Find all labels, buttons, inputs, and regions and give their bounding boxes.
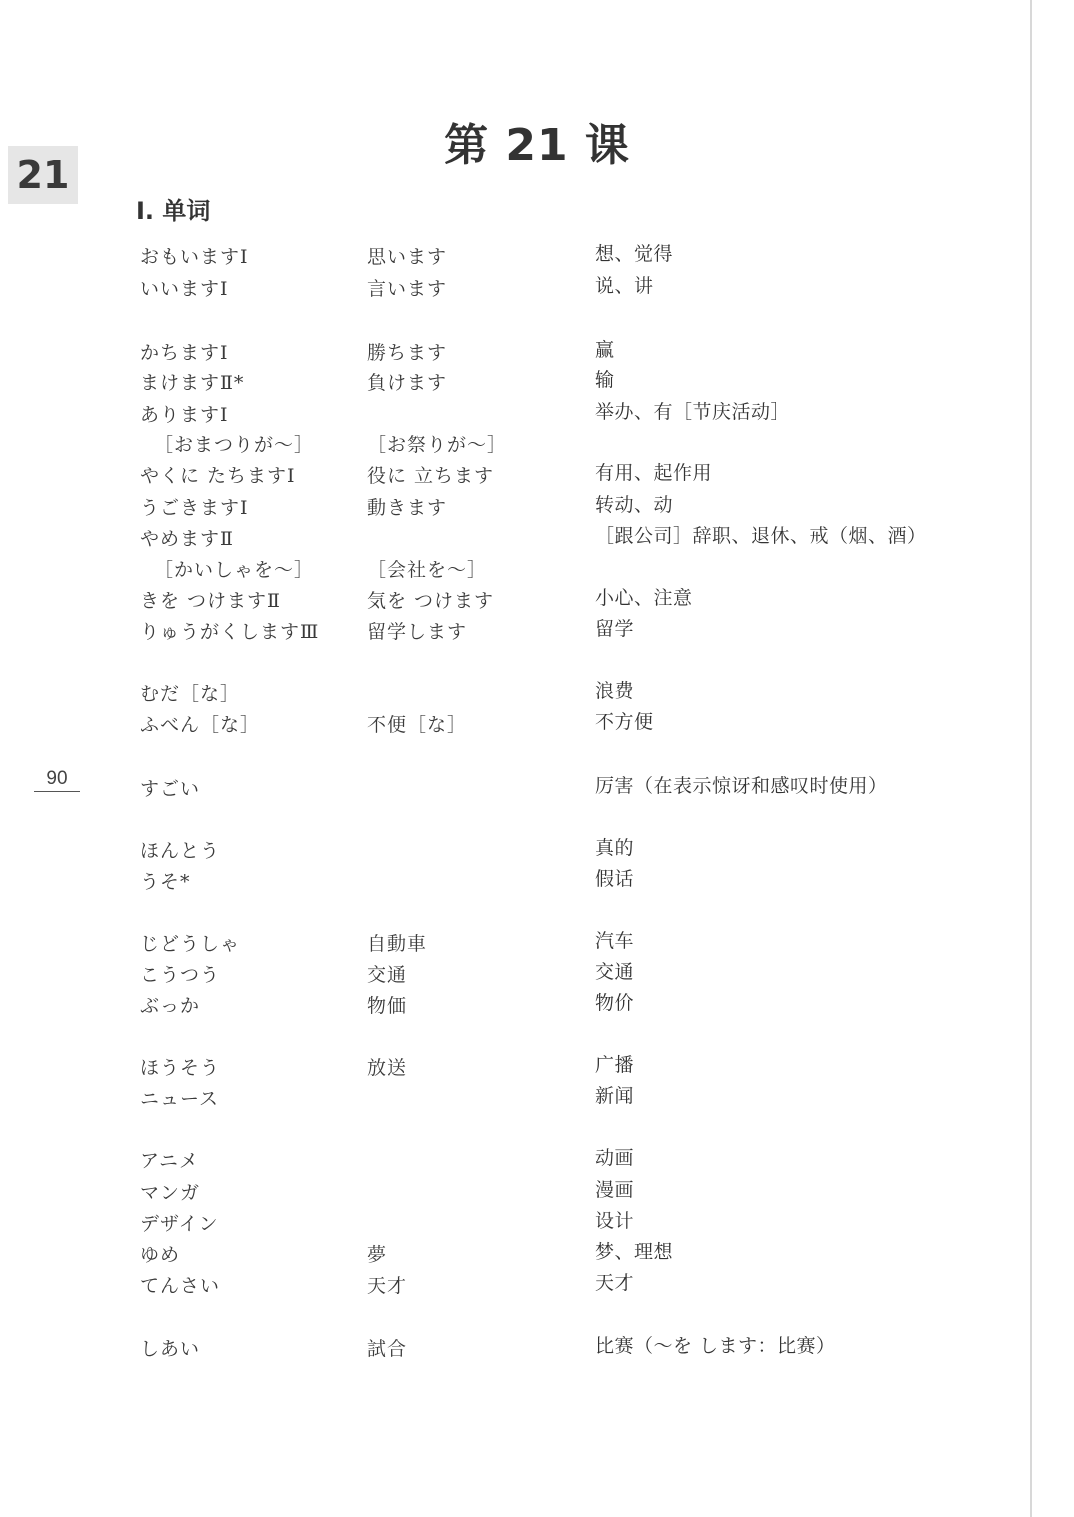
vocab-kana: まけますⅡ* bbox=[140, 372, 245, 394]
vocab-kana: ［おまつりが～］ bbox=[154, 434, 315, 456]
vocab-meaning: 想、觉得 bbox=[595, 243, 674, 265]
vocab-kana: ぶっか bbox=[140, 995, 201, 1017]
vocab-row bbox=[138, 836, 998, 867]
vocab-meaning: 不方便 bbox=[595, 711, 654, 733]
page-title: 第 21 课 bbox=[444, 120, 630, 171]
page-edge-rule bbox=[1030, 0, 1032, 1517]
vocab-row bbox=[138, 774, 998, 805]
vocab-kanji: 試合 bbox=[367, 1338, 408, 1360]
vocab-meaning: 广播 bbox=[595, 1054, 635, 1076]
vocab-kanji: 夢 bbox=[367, 1244, 388, 1266]
vocab-kana: やくに たちますⅠ bbox=[140, 465, 296, 487]
vocab-kana: ありますⅠ bbox=[140, 404, 229, 426]
vocab-meaning: 厉害（在表示惊讶和感叹时使用） bbox=[595, 775, 888, 797]
vocab-meaning: 天才 bbox=[595, 1272, 635, 1294]
vocab-row bbox=[138, 555, 998, 586]
section-heading: I. 单词 bbox=[136, 197, 211, 225]
vocab-row bbox=[138, 617, 998, 648]
vocab-meaning: 留学 bbox=[595, 618, 635, 640]
vocab-kana: かちますⅠ bbox=[140, 342, 229, 364]
vocab-meaning: 动画 bbox=[595, 1147, 635, 1169]
vocab-kana: ［かいしゃを～］ bbox=[154, 559, 315, 581]
vocab-kana: ほうそう bbox=[140, 1057, 221, 1079]
vocab-row bbox=[138, 710, 998, 741]
vocab-meaning: 有用、起作用 bbox=[595, 462, 713, 484]
vocab-kanji: ［お祭りが～］ bbox=[367, 434, 508, 456]
vocab-kana: こうつう bbox=[140, 964, 221, 986]
vocab-meaning: 交通 bbox=[595, 961, 635, 983]
vocab-kana: うそ* bbox=[140, 871, 191, 893]
vocab-kana: りゅうがくしますⅢ bbox=[140, 621, 320, 643]
vocab-row bbox=[138, 960, 998, 991]
vocab-kanji: 留学します bbox=[367, 621, 468, 643]
vocab-kana: むだ［な］ bbox=[140, 683, 241, 705]
vocab-kana: やめますⅡ bbox=[140, 528, 234, 550]
vocab-row bbox=[138, 1240, 998, 1271]
vocab-row bbox=[138, 586, 998, 617]
vocab-kanji: 気を つけます bbox=[367, 590, 495, 612]
vocab-kana: すごい bbox=[140, 778, 201, 800]
vocab-row bbox=[138, 867, 998, 898]
vocab-kanji: 動きます bbox=[367, 497, 448, 519]
vocab-row bbox=[138, 242, 998, 273]
vocab-kanji: 負けます bbox=[367, 372, 448, 394]
vocab-meaning: 小心、注意 bbox=[595, 587, 693, 609]
vocab-meaning: 输 bbox=[595, 369, 615, 391]
vocab-kanji: ［会社を～］ bbox=[367, 559, 488, 581]
vocab-kanji: 天才 bbox=[367, 1275, 408, 1297]
vocab-row bbox=[138, 274, 998, 305]
vocab-kana: マンガ bbox=[140, 1182, 201, 1204]
vocab-kana: じどうしゃ bbox=[140, 933, 241, 955]
vocab-kana: アニメ bbox=[140, 1150, 200, 1172]
vocab-row bbox=[138, 929, 998, 960]
vocab-kana: おもいますⅠ bbox=[140, 246, 249, 268]
vocab-row bbox=[138, 1271, 998, 1302]
vocab-meaning: 假话 bbox=[595, 868, 635, 890]
vocab-row bbox=[138, 524, 998, 555]
vocab-row bbox=[138, 1209, 998, 1240]
vocab-kanji: 言います bbox=[367, 278, 448, 300]
vocab-kanji: 交通 bbox=[367, 964, 408, 986]
vocab-row bbox=[138, 1334, 998, 1365]
vocab-kanji: 勝ちます bbox=[367, 342, 448, 364]
vocab-meaning: 新闻 bbox=[595, 1085, 635, 1107]
vocab-row bbox=[138, 1053, 998, 1084]
vocab-kanji: 役に 立ちます bbox=[367, 465, 495, 487]
vocab-meaning: ［跟公司］辞职、退休、戒（烟、酒） bbox=[595, 525, 927, 547]
vocab-meaning: 浪费 bbox=[595, 680, 635, 702]
vocab-kana: ほんとう bbox=[140, 840, 221, 862]
vocab-row bbox=[138, 368, 998, 399]
vocab-meaning: 真的 bbox=[595, 837, 635, 859]
vocab-kana: ふべん［な］ bbox=[140, 714, 261, 736]
vocab-row bbox=[138, 461, 998, 492]
vocab-meaning: 转动、动 bbox=[595, 494, 674, 516]
vocab-kanji: 放送 bbox=[367, 1057, 408, 1079]
vocab-meaning: 梦、理想 bbox=[595, 1241, 674, 1263]
chapter-tab: 21 bbox=[8, 146, 78, 204]
vocab-meaning: 汽车 bbox=[595, 930, 635, 952]
vocab-meaning: 举办、有［节庆活动］ bbox=[595, 401, 791, 423]
vocab-kanji: 物価 bbox=[367, 995, 408, 1017]
vocab-row bbox=[138, 430, 998, 461]
vocab-meaning: 设计 bbox=[595, 1210, 635, 1232]
vocab-row bbox=[138, 679, 998, 710]
vocab-kanji: 自動車 bbox=[367, 933, 428, 955]
vocab-kana: きを つけますⅡ bbox=[140, 590, 281, 612]
vocab-row bbox=[138, 1084, 998, 1115]
vocab-meaning: 赢 bbox=[595, 339, 615, 361]
vocab-kana: デザイン bbox=[140, 1213, 219, 1235]
vocab-kanji: 不便［な］ bbox=[367, 714, 468, 736]
vocab-kana: しあい bbox=[140, 1338, 201, 1360]
page-number: 90 bbox=[34, 768, 80, 792]
vocab-meaning: 漫画 bbox=[595, 1179, 635, 1201]
vocab-row bbox=[138, 991, 998, 1022]
vocab-kana: ゆめ bbox=[140, 1244, 181, 1266]
vocab-row bbox=[138, 493, 998, 524]
vocab-kana: うごきますⅠ bbox=[140, 497, 249, 519]
vocab-kana: ニュース bbox=[140, 1088, 220, 1110]
vocab-meaning: 比赛（～を します：比赛） bbox=[595, 1335, 836, 1357]
vocab-kanji: 思います bbox=[367, 246, 448, 268]
vocab-meaning: 说、讲 bbox=[595, 275, 654, 297]
vocab-row bbox=[138, 400, 998, 431]
vocab-meaning: 物价 bbox=[595, 992, 635, 1014]
vocab-kana: てんさい bbox=[140, 1275, 221, 1297]
vocab-row bbox=[138, 338, 998, 369]
vocab-kana: いいますⅠ bbox=[140, 278, 229, 300]
vocab-row bbox=[138, 1178, 998, 1209]
vocab-row bbox=[138, 1146, 998, 1177]
